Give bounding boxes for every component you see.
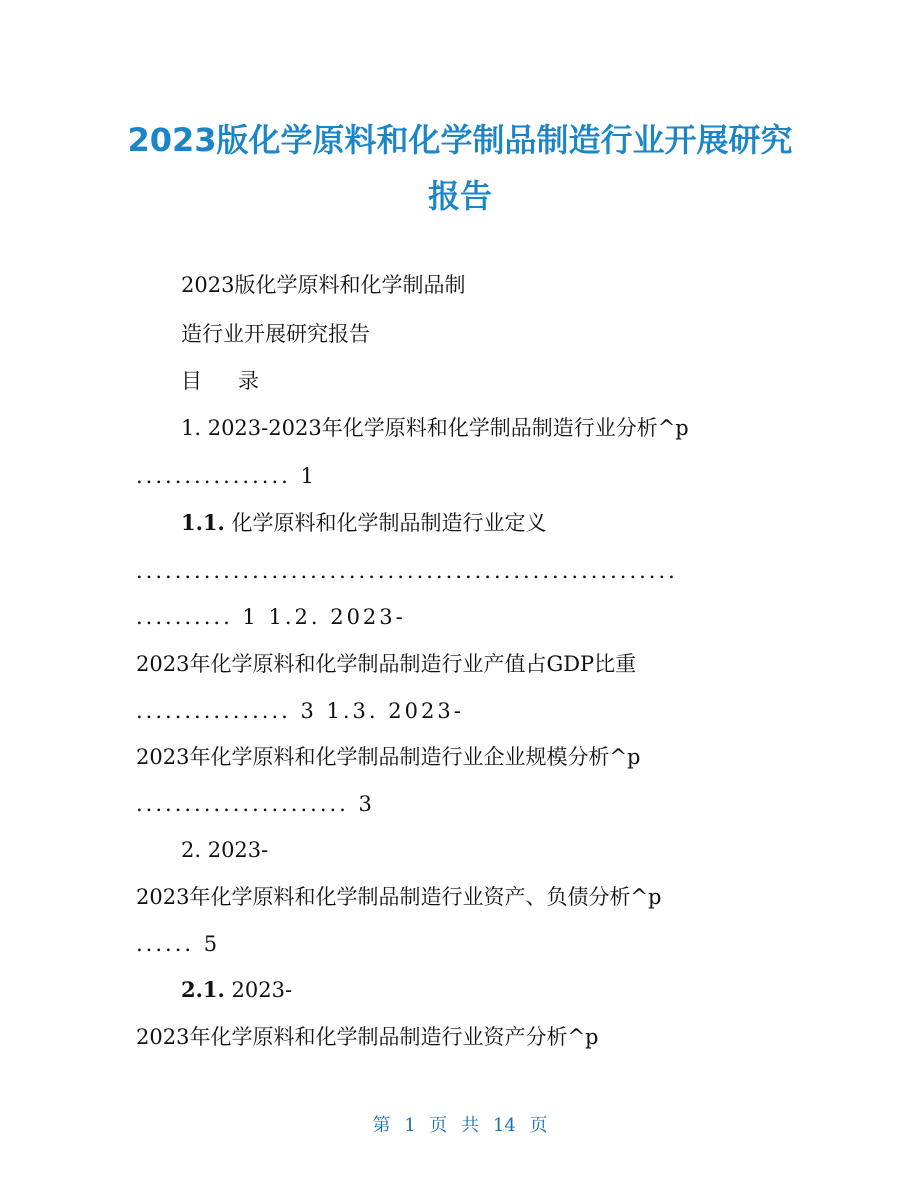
toc-leader-1-1: ........................................................ — [136, 559, 678, 583]
toc-entry-1-1 — [181, 509, 547, 537]
toc-entry-2-cont: 2023年化学原料和化学制品制造行业资产、负债分析^p — [136, 885, 662, 909]
toc-number-2-1: 2.1. — [181, 977, 225, 1002]
toc-entry-1-2: 2023年化学原料和化学制品制造行业产值占GDP比重 — [136, 652, 637, 676]
title-line-2: 报告 — [427, 177, 492, 215]
toc-leader-1-1-cont: .......... 1 1.2. 2023- — [136, 605, 406, 629]
toc-text-2-1: 2023- — [231, 978, 293, 1002]
toc-heading — [181, 367, 259, 395]
toc-entry-1: 1. 2023-2023年化学原料和化学制品制造行业分析^p — [181, 416, 689, 440]
toc-heading-left: 目 — [181, 369, 202, 393]
footer-total-pages: 14 — [492, 1115, 516, 1136]
toc-text-1-1: 化学原料和化学制品制造行业定义 — [231, 511, 547, 535]
footer-page-number: 1 — [404, 1115, 416, 1136]
toc-leader-2: ...... 5 — [136, 932, 221, 956]
footer-label-ye: 页 — [429, 1115, 448, 1136]
footer-label-gong: 共 — [461, 1115, 480, 1136]
toc-entry-1-3: 2023年化学原料和化学制品制造行业企业规模分析^p — [136, 745, 641, 769]
toc-entry-2: 2. 2023- — [181, 838, 269, 862]
intro-line-2: 造行业开展研究报告 — [181, 322, 370, 346]
toc-leader-1-3: ...................... 3 — [136, 792, 375, 816]
toc-number-1-1: 1.1. — [181, 510, 225, 535]
toc-leader-1-2: ................ 3 1.3. 2023- — [136, 699, 464, 723]
toc-leader-1: ................ 1 — [136, 464, 317, 488]
toc-entry-2-1-cont: 2023年化学原料和化学制品制造行业资产分析^p — [136, 1025, 599, 1049]
toc-heading-right: 录 — [238, 369, 259, 393]
page-footer — [0, 1114, 920, 1138]
document-title — [100, 112, 820, 224]
toc-entry-2-1 — [181, 976, 292, 1004]
intro-line-1: 2023版化学原料和化学制品制 — [181, 273, 466, 297]
footer-label-ye-2: 页 — [529, 1115, 548, 1136]
footer-label-di: 第 — [372, 1115, 391, 1136]
title-line-1: 2023版化学原料和化学制品制造行业开展研究 — [127, 121, 793, 159]
